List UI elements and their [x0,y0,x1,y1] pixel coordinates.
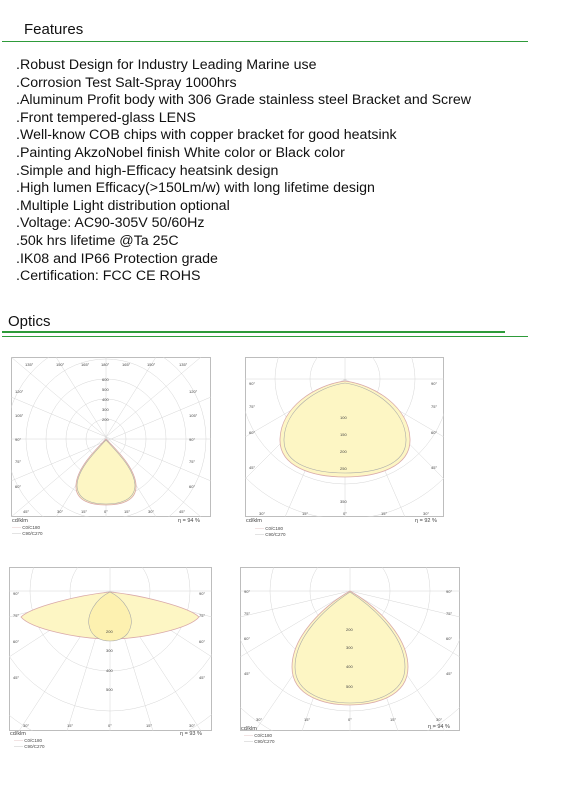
diagram-1-unit: cd/klm [12,518,28,524]
angle-label: 45° [431,465,438,470]
angle-label: 30° [423,511,430,516]
diagram-3-unit: cd/klm [10,731,26,737]
legend-c0: —— C0/C180 [12,525,41,530]
diagram-3-legend [14,738,45,749]
angle-label: 90° [446,589,453,594]
diagram-1-efficiency: η = 94 % [178,518,200,524]
radial-label: 300 [102,407,109,412]
diagram-3-efficiency: η = 93 % [180,731,202,737]
radial-label: 300 [106,648,113,653]
feature-item: .Painting AkzoNobel finish White color or Black color [16,144,345,161]
angle-label: 75° [446,611,453,616]
angle-label: 15° [67,723,74,728]
feature-item: .Corrosion Test Salt-Spray 1000hrs [16,74,237,91]
angle-label: 30° [259,511,266,516]
angle-label: 105° [189,413,198,418]
angle-label: 90° [249,381,256,386]
angle-label: 15° [302,511,309,516]
optics-divider-lower [2,336,528,337]
feature-item: .Front tempered-glass LENS [16,109,196,126]
angle-label: 15° [304,717,311,722]
angle-label: 45° [179,509,186,514]
angle-label: 90° [199,591,206,596]
features-list [16,57,471,286]
radial-label: 400 [106,668,113,673]
legend-c0: —— C0/C180 [255,526,284,531]
angle-label: 45° [199,675,206,680]
angle-label: 150° [147,362,156,367]
angle-label: 0° [343,511,347,516]
radial-label: 500 [106,687,113,692]
polar-diagram-1-svg [11,357,211,517]
polar-diagram-3 [9,567,212,731]
angle-label: 30° [436,717,443,722]
polar-diagram-3-svg [9,567,212,731]
angle-label: 165° [122,362,131,367]
radial-label: 200 [340,449,347,454]
angle-label: 30° [23,723,30,728]
radial-label: 150 [340,432,347,437]
diagram-1-legend [12,525,43,536]
feature-item: .50k hrs lifetime @Ta 25C [16,232,179,249]
angle-label: 0° [108,723,112,728]
angle-label: 90° [189,437,196,442]
angle-label: 75° [199,613,206,618]
radial-label: 100 [340,415,347,420]
angle-label: 75° [13,613,20,618]
angle-label: 75° [431,404,438,409]
diagram-2-efficiency: η = 92 % [415,518,437,524]
angle-label: 60° [13,639,20,644]
angle-label: 180° [101,362,110,367]
radial-label: 200 [102,417,109,422]
radial-label: 400 [102,397,109,402]
angle-label: 60° [189,484,196,489]
radial-label: 300 [346,645,353,650]
angle-label: 45° [23,509,30,514]
angle-label: 120° [189,389,198,394]
feature-item: .Multiple Light distribution optional [16,197,230,214]
polar-diagram-2-svg [245,357,444,517]
diagram-2-legend [255,526,286,537]
polar-diagram-4 [240,567,460,731]
radial-label: 400 [346,664,353,669]
radial-label: 200 [346,627,353,632]
radial-label: 600 [102,377,109,382]
feature-item: .Voltage: AC90-305V 50/60Hz [16,215,205,232]
features-heading: Features [24,21,84,38]
diagram-4-unit: cd/klm [241,726,257,732]
angle-label: 120° [15,389,24,394]
angle-label: 60° [249,430,256,435]
angle-label: 30° [148,509,155,514]
polar-diagram-4-svg [240,567,460,731]
angle-label: 90° [15,437,22,442]
angle-label: 30° [57,509,64,514]
angle-label: 105° [15,413,24,418]
legend-c90: —— C90/C270 [12,530,43,536]
angle-label: 45° [446,671,453,676]
angle-label: 60° [446,636,453,641]
angle-label: 75° [249,404,256,409]
angle-label: 15° [390,717,397,722]
angle-label: 135° [179,362,188,367]
legend-c90: —— C90/C270 [255,531,286,537]
radial-label: 250 [340,466,347,471]
diagram-4-legend [244,733,275,744]
radial-label: 500 [102,387,109,392]
legend-c90: —— C90/C270 [14,743,45,749]
angle-label: 150° [56,362,65,367]
angle-label: 90° [431,381,438,386]
feature-item: .IK08 and IP66 Protection grade [16,250,218,267]
feature-item: .Robust Design for Industry Leading Marine use [16,57,317,73]
angle-label: 60° [15,484,22,489]
feature-item: .Well-know COB chips with copper bracket for good heatsink [16,127,397,144]
angle-label: 45° [13,675,20,680]
radial-label: 200 [106,629,113,634]
polar-diagram-1 [11,357,211,517]
feature-item: .Certification: FCC CE ROHS [16,268,201,285]
diagram-2-unit: cd/klm [246,518,262,524]
angle-label: 15° [81,509,88,514]
legend-c90: —— C90/C270 [244,738,275,744]
radial-label: 500 [346,684,353,689]
angle-label: 60° [199,639,206,644]
angle-label: 135° [25,362,34,367]
angle-label: 0° [348,717,352,722]
angle-label: 15° [146,723,153,728]
angle-label: 75° [15,459,22,464]
angle-label: 30° [189,723,196,728]
angle-label: 15° [381,511,388,516]
legend-c0: —— C0/C180 [14,738,43,743]
legend-c0: —— C0/C180 [244,733,273,738]
angle-label: 15° [124,509,131,514]
feature-item: .Simple and high-Efficacy heatsink design [16,162,279,179]
feature-item: .Aluminum Profit body with 306 Grade stainless steel Bracket and Screw [16,92,471,109]
angle-label: 45° [244,671,251,676]
polar-diagram-2 [245,357,444,517]
angle-label: 60° [244,636,251,641]
angle-label: 90° [13,591,20,596]
feature-item: .High lumen Efficacy(>150Lm/w) with long lifetime design [16,180,375,197]
radial-label: 350 [340,499,347,504]
angle-label: 45° [249,465,256,470]
angle-label: 0° [104,509,108,514]
optics-heading: Optics [8,313,51,330]
angle-label: 30° [256,717,263,722]
angle-label: 75° [189,459,196,464]
angle-label: 165° [81,362,90,367]
diagram-4-efficiency: η = 94 % [428,724,450,730]
optics-divider [2,331,505,333]
features-divider [2,41,528,42]
angle-label: 60° [431,430,438,435]
angle-label: 90° [244,589,251,594]
angle-label: 75° [244,611,251,616]
